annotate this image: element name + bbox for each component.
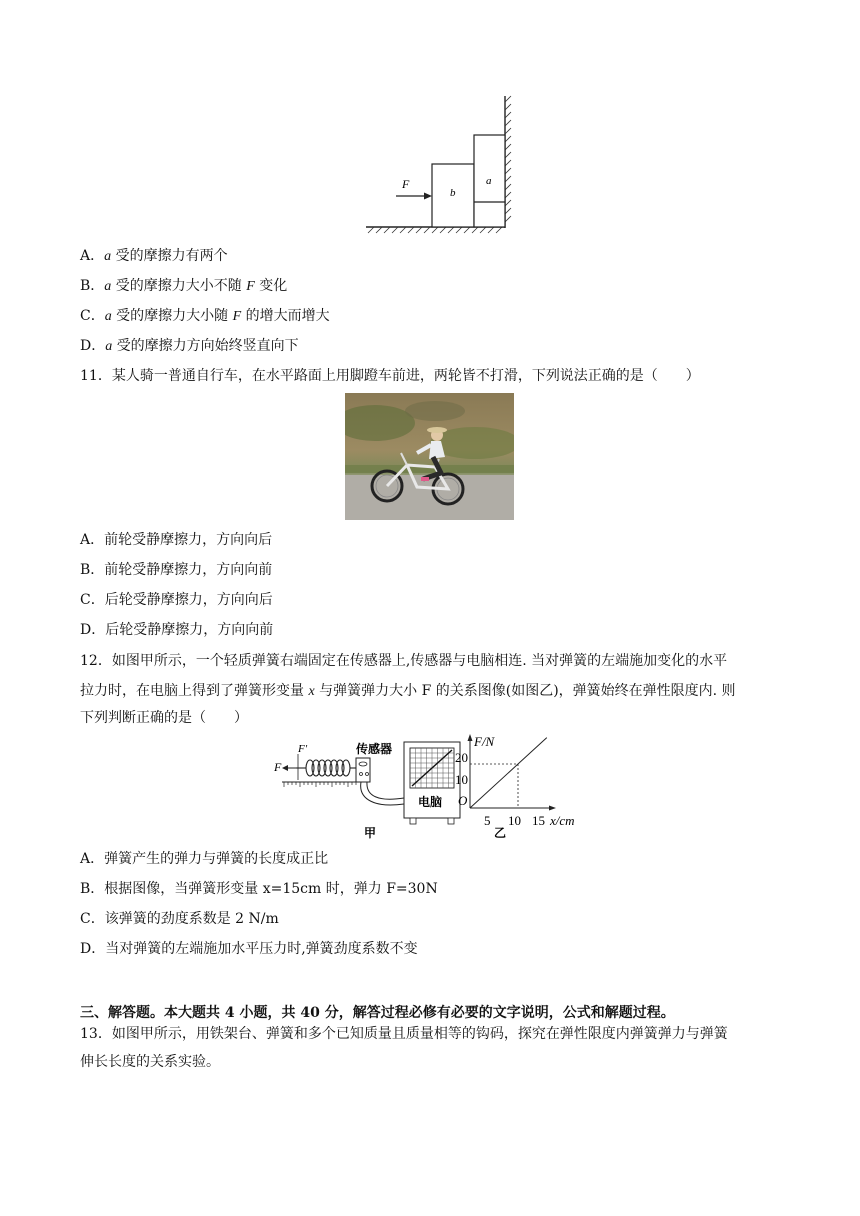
- q11-option-b[interactable]: B．前轮受静摩擦力，方向向前: [80, 562, 273, 578]
- option-text: 的增大而增大: [245, 308, 330, 324]
- option-var: a: [104, 309, 112, 324]
- q10-option-d[interactable]: [80, 336, 299, 357]
- q12-option-b[interactable]: B．根据图像，当弹簧形变量 x=15cm 时，弹力 F=30N: [80, 881, 438, 897]
- computer-label: 电脑: [418, 795, 443, 809]
- f-label: F: [274, 760, 282, 774]
- q10-figure: [362, 92, 522, 234]
- x-tick-5: 5: [484, 813, 491, 828]
- q12-stem-line3: 下列判断正确的是（ ）: [80, 710, 248, 726]
- stem-var: x: [308, 684, 315, 699]
- option-text: 受的摩擦力有两个: [115, 248, 228, 264]
- stem-text: 与弹簧弹力大小 F 的关系图像(如图乙)，弹簧始终在弹性限度内. 则: [319, 683, 736, 699]
- option-var: a: [104, 279, 112, 294]
- caption-yi: 乙: [494, 826, 507, 840]
- block-b-label: b: [450, 187, 456, 199]
- q11-option-a[interactable]: A．前轮受静摩擦力，方向向后: [80, 532, 273, 548]
- q12-option-c[interactable]: C．该弹簧的劲度系数是 2 N/m: [80, 911, 279, 927]
- q12-option-d[interactable]: D．当对弹簧的左端施加水平压力时,弹簧劲度系数不变: [80, 941, 418, 957]
- option-var: a: [105, 339, 113, 354]
- option-text: 受的摩擦力大小随: [116, 308, 229, 324]
- q10-option-a[interactable]: [80, 246, 228, 267]
- option-var: F: [232, 309, 242, 324]
- x-tick-10: 10: [508, 813, 521, 828]
- q12-option-a[interactable]: A．弹簧产生的弹力与弹簧的长度成正比: [80, 851, 329, 867]
- option-letter: A．: [80, 248, 105, 264]
- option-text: 受的摩擦力方向始终竖直向下: [116, 338, 299, 354]
- option-letter: C．: [80, 308, 105, 324]
- f-prime-label: F′: [298, 743, 308, 755]
- y-axis-label: F/N: [474, 734, 495, 749]
- y-tick-20: 20: [455, 750, 468, 765]
- q13-line2: 伸长长度的关系实验。: [80, 1054, 220, 1070]
- force-label: F: [402, 177, 410, 191]
- option-text: 变化: [259, 278, 288, 294]
- section3-heading: 三、解答题。本大题共 4 小题，共 40 分，解答过程必修有必要的文字说明，公式和解题过程。: [80, 1005, 675, 1021]
- q13-line1: 13．如图甲所示，用铁架台、弹簧和多个已知质量且质量相等的钩码，探究在弹性限度内弹簧弹力与弹簧: [80, 1026, 728, 1042]
- q12-stem-line1: 12．如图甲所示，一个轻质弹簧右端固定在传感器上,传感器与电脑相连. 当对弹簧的左端施加变化的水平: [80, 653, 728, 669]
- q11-option-d[interactable]: D．后轮受静摩擦力，方向向前: [80, 622, 274, 638]
- q10-option-b[interactable]: [80, 276, 287, 297]
- q12-stem-line2: [80, 681, 736, 702]
- q12-figure-yi: [454, 732, 590, 840]
- q12-figure-jia: [272, 738, 472, 840]
- origin-label: O: [458, 793, 468, 808]
- option-var: a: [104, 249, 112, 264]
- x-axis-label: x/cm: [550, 813, 575, 828]
- sensor-box: [356, 758, 370, 782]
- q10-option-c[interactable]: [80, 306, 330, 327]
- caption-jia: 甲: [364, 826, 377, 840]
- block-a-label: a: [486, 175, 492, 187]
- option-letter: D．: [80, 338, 106, 354]
- stem-text: 拉力时，在电脑上得到了弹簧形变量: [80, 683, 304, 699]
- option-text: 受的摩擦力大小不随: [115, 278, 242, 294]
- q11-stem: 11．某人骑一普通自行车，在水平路面上用脚蹬车前进，两轮皆不打滑，下列说法正确的是（ ）: [80, 368, 700, 384]
- x-tick-15: 15: [532, 813, 545, 828]
- y-tick-10: 10: [455, 772, 468, 787]
- option-letter: B．: [80, 278, 105, 294]
- q11-option-c[interactable]: C．后轮受静摩擦力，方向向后: [80, 592, 273, 608]
- option-var: F: [246, 279, 255, 294]
- bicycle-photo: [345, 393, 514, 520]
- sensor-label: 传感器: [356, 742, 393, 756]
- spring: [296, 760, 356, 776]
